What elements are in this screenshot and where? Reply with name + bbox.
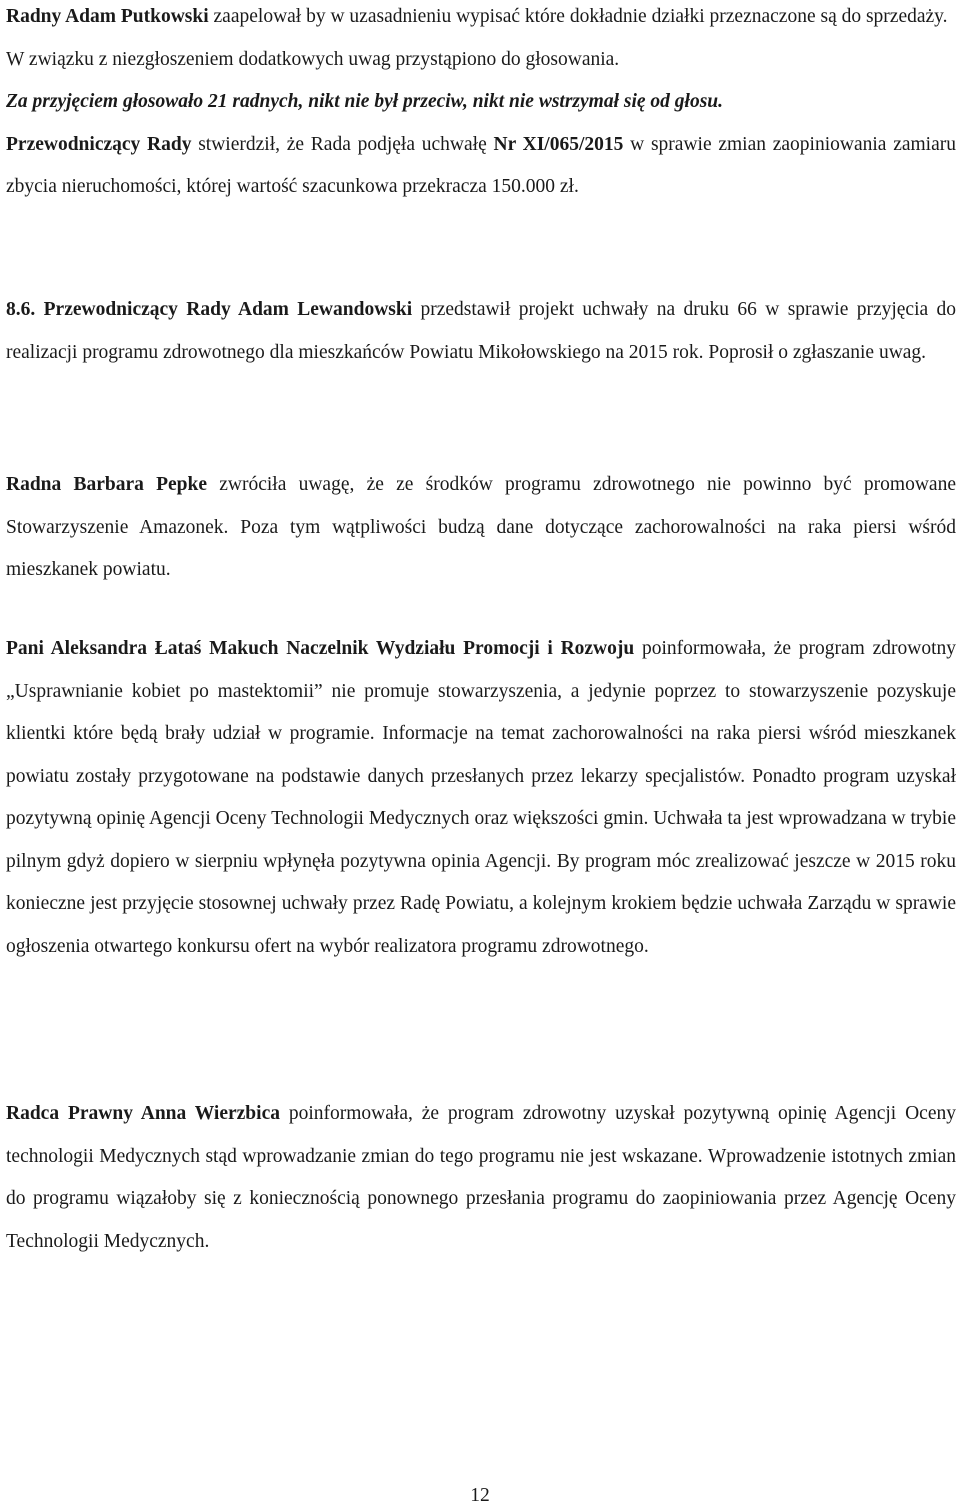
resolution-text-a: stwierdził, że Rada podjęła uchwałę [191, 133, 494, 155]
speaker-name: Przewodniczący Rady Adam Lewandowski [43, 299, 413, 320]
statement-text: poinformowała, że program zdrowotny uzyskał pozytywną opinię Agencji Oceny technologii Medycznych stąd wprowadzanie zmian do tego programu nie jest wskazane. Wprowadzenie istotnych zmian do programu wiązałoby się z koniecznością ponownego przesłania programu do zaopiniowania przez Agencję Oceny Technologii Medycznych. [6, 1103, 956, 1252]
statement-text: zwróciła uwagę, że ze środków programu zdrowotnego nie powinno być promowane Stowarzyszenie Amazonek. Poza tym wątpliwości budzą dane dotyczące zachorowalności na raka piersi wśród mieszkanek powiatu. [6, 474, 956, 580]
voting-result-text: Za przyjęciem głosowało 21 radnych, nikt nie był przeciw, nikt nie wstrzymał się od głosu. [6, 91, 724, 112]
chair-title: Przewodniczący Rady [6, 133, 192, 155]
paragraph-item-8-6 [6, 289, 956, 374]
paragraph-wierzbica-text [6, 1093, 956, 1263]
paragraph-pepke-text [6, 464, 956, 592]
resolution-number: Nr XI/065/2015 [493, 133, 624, 155]
paragraph-latas-makuch [6, 628, 956, 968]
paragraph-item-8-6-text [6, 289, 956, 374]
agenda-item-number: 8.6. [6, 299, 36, 320]
paragraph-wierzbica [6, 1093, 956, 1263]
page-number: 12 [470, 1485, 490, 1506]
resolution-statement [6, 124, 956, 209]
voting-result [6, 81, 956, 124]
statement-text: zaapelował by w uzasadnieniu wypisać które dokładnie działki przeznaczone są do sprzedaży. [208, 6, 948, 27]
statement-text: przedstawił projekt uchwały na druku 66 w sprawie przyjęcia do realizacji programu zdrowotnego dla mieszkańców Powiatu Mikołowskiego na 2015 rok. Poprosił o zgłaszanie uwag. [6, 299, 957, 363]
paragraph-pepke [6, 464, 956, 592]
speaker-name: Radca Prawny Anna Wierzbica [6, 1103, 280, 1124]
paragraph-latas-makuch-text [6, 628, 956, 968]
statement-text: poinformowała, że program zdrowotny „Usprawnianie kobiet po mastektomii” nie promuje stowarzyszenia, a jedynie poprzez to stowarzyszenie pozyskuje klientki które będą brały udział w programie. Informacje na temat zachorowalności na raka piersi wśród mieszkanek powiatu zostały przygotowane na podstawie danych przesłanych przez lekarzy specjalistów. Ponadto program uzyskał pozytywną opinię Agencji Oceny Technologii Medycznych oraz większości gmin. Uchwała ta jest wprowadzana w trybie pilnym gdyż dopiero w sierpniu wpłynęła pozytywna opinia Agencji. By program móc zrealizować jeszcze w 2015 roku konieczne jest przyjęcie stosownej uchwały przez Radę Powiatu, a kolejnym krokiem będzie uchwała Zarządu w sprawie ogłoszenia otwartego konkursu ofert na wybór realizatora programu zdrowotnego. [6, 638, 957, 957]
speaker-name: Radny Adam Putkowski [6, 6, 209, 27]
speaker-name: Radna Barbara Pepke [6, 474, 208, 495]
paragraph-putkowski [6, 0, 956, 209]
resolution-text-b: w sprawie zmian zaopiniowania zamiaru zbycia nieruchomości, której wartość szacunkowa przekracza 150.000 zł. [6, 133, 956, 197]
paragraph-putkowski-text [6, 0, 956, 39]
speaker-name: Pani Aleksandra Łataś Makuch Naczelnik Wydziału Promocji i Rozwoju [6, 638, 635, 659]
voting-intro: W związku z niezgłoszeniem dodatkowych uwag przystąpiono do głosowania. [6, 48, 620, 70]
